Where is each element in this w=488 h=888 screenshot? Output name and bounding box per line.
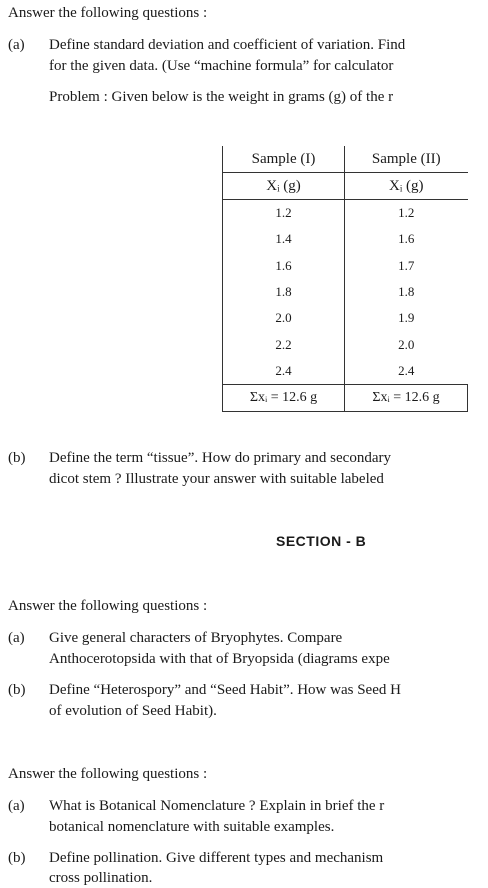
table-row bbox=[223, 200, 468, 227]
header-sample-2: Sample (II) bbox=[371, 150, 441, 167]
table-cell: 1.2 bbox=[398, 205, 415, 221]
question-a-line-2: for the given data. (Use “machine formula” for calculator bbox=[49, 58, 394, 74]
table-cell: 1.8 bbox=[223, 279, 345, 305]
question-label-b: (b) bbox=[8, 450, 26, 466]
header-sample-1: Sample (I) bbox=[223, 146, 345, 173]
question-intro: Answer the following questions : bbox=[8, 766, 208, 782]
question-a-line-1: What is Botanical Nomenclature ? Explain in brief the r bbox=[49, 798, 385, 814]
question-b-line-2: of evolution of Seed Habit). bbox=[49, 703, 217, 719]
table-cell: 2.2 bbox=[223, 331, 345, 357]
question-b-line-2: cross pollination. bbox=[49, 870, 153, 886]
table-row bbox=[223, 226, 468, 252]
question-label-a: (a) bbox=[8, 37, 25, 53]
table-cell: 2.4 bbox=[223, 358, 345, 385]
question-b-line-1: Define the term “tissue”. How do primary and secondary bbox=[49, 450, 391, 466]
subheader-xi-1: Xᵢ (g) bbox=[223, 173, 345, 200]
table-cell: 1.9 bbox=[398, 310, 415, 326]
table-row bbox=[223, 358, 468, 385]
table-cell: 2.0 bbox=[223, 305, 345, 331]
table-cell: 1.6 bbox=[398, 231, 415, 247]
table-cell: 1.7 bbox=[398, 257, 415, 273]
sample-weights-table bbox=[222, 146, 468, 412]
question-b-line-2: dicot stem ? Illustrate your answer with suitable labeled bbox=[49, 471, 384, 487]
table-cell: 1.8 bbox=[398, 284, 415, 300]
question-label-b: (b) bbox=[8, 850, 26, 866]
question-b-line-1: Define pollination. Give different types and mechanism bbox=[49, 850, 384, 866]
table-row bbox=[223, 253, 468, 279]
subheader-xi-2: Xᵢ (g) bbox=[345, 173, 468, 200]
question-label-a: (a) bbox=[8, 798, 25, 814]
question-a-line-2: botanical nomenclature with suitable examples. bbox=[49, 819, 335, 835]
table-row bbox=[223, 305, 468, 331]
sum-cell-2: Σxᵢ = 12.6 g bbox=[345, 385, 468, 412]
table-cell: 1.2 bbox=[223, 200, 345, 227]
table-cell: 1.6 bbox=[223, 253, 345, 279]
table-cell: 2.0 bbox=[398, 336, 415, 352]
section-heading: SECTION - B bbox=[276, 533, 367, 549]
table-row bbox=[223, 331, 468, 357]
question-intro: Answer the following questions : bbox=[8, 5, 208, 21]
question-b-line-1: Define “Heterospory” and “Seed Habit”. How was Seed H bbox=[49, 682, 401, 698]
question-label-b: (b) bbox=[8, 682, 26, 698]
table-cell: 1.4 bbox=[223, 226, 345, 252]
problem-statement: Problem : Given below is the weight in grams (g) of the r bbox=[49, 89, 394, 105]
table-row bbox=[223, 279, 468, 305]
question-a-line-2: Anthocerotopsida with that of Bryopsida (diagrams expe bbox=[49, 651, 390, 667]
question-a-line-1: Give general characters of Bryophytes. Compare bbox=[49, 630, 343, 646]
question-label-a: (a) bbox=[8, 630, 25, 646]
table-cell: 2.4 bbox=[398, 362, 415, 378]
sum-cell-1: Σxᵢ = 12.6 g bbox=[223, 385, 345, 412]
question-intro: Answer the following questions : bbox=[8, 598, 208, 614]
question-a-line-1: Define standard deviation and coefficient of variation. Find bbox=[49, 37, 406, 53]
